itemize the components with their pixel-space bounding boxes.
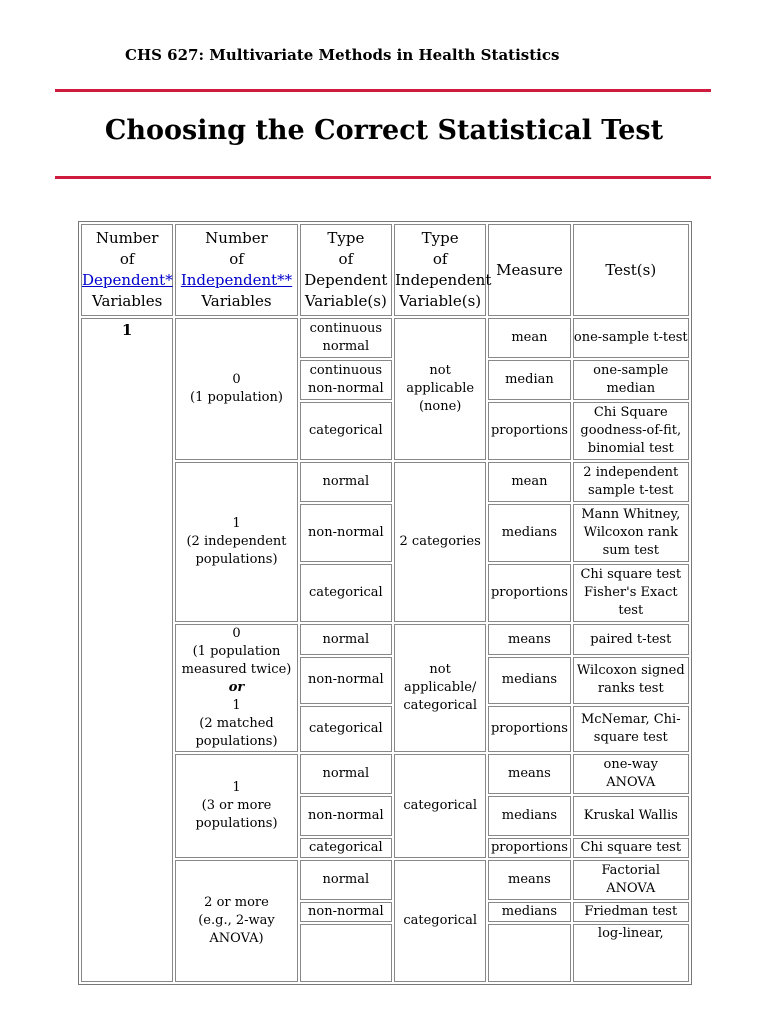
cell-line: one-sample (593, 363, 669, 378)
header-text: of (119, 250, 135, 268)
cell-line: Fisher's Exact (583, 585, 678, 600)
cell-line: (2 matched (199, 716, 274, 731)
cell-line: ranks test (597, 681, 664, 697)
measure-cell: mean (488, 318, 570, 358)
cell-line: populations) (195, 816, 278, 831)
measure-cell: means (488, 624, 570, 655)
indep-type-cell: 2 categories (394, 462, 486, 622)
cell-line: log-linear, (597, 926, 664, 941)
header-text: Independent (395, 271, 492, 289)
indep-type-cell: categorical (394, 860, 486, 982)
dep-type-cell: normal (300, 624, 392, 655)
measure-cell: medians (488, 796, 570, 836)
indep-type-cell (394, 318, 486, 460)
test-cell (573, 462, 689, 502)
cell-line: (3 or more (201, 798, 272, 813)
dep-type-cell: non-normal (300, 796, 392, 836)
test-cell (573, 402, 689, 460)
page-title: Choosing the Correct Statistical Test (104, 115, 664, 146)
header-text: Type (327, 229, 365, 247)
test-cell (573, 796, 689, 836)
cell-line: 0 (232, 372, 241, 387)
cell-line: categorical (403, 698, 477, 713)
cell-line: 0 (232, 626, 241, 641)
cell-line: continuous (309, 321, 383, 336)
cell-line: goodness-of-fit, (580, 423, 682, 438)
cell-line: median (606, 381, 656, 396)
header-text: of (229, 250, 244, 268)
header-text: Number (95, 229, 159, 247)
measure-cell: mean (488, 462, 570, 502)
dep-type-cell: normal (300, 860, 392, 900)
cell-line: sample t-test (588, 483, 674, 498)
header-tests: Test(s) (573, 224, 689, 316)
cell-line: 1 (232, 780, 241, 795)
or-separator: or (228, 680, 245, 695)
dep-type-cell (300, 318, 392, 358)
test-cell (573, 838, 689, 858)
independent-cell (175, 860, 297, 982)
indep-type-cell (394, 624, 486, 752)
measure-cell: means (488, 860, 570, 900)
measure-cell: medians (488, 902, 570, 922)
cell-line: not (429, 363, 451, 378)
test-cell (573, 902, 689, 922)
measure-cell: proportions (488, 706, 570, 753)
cell-line: ANOVA (606, 881, 656, 896)
header-type-independent (394, 224, 492, 316)
dep-type-cell: non-normal (300, 657, 392, 704)
cell-line: non-normal (308, 381, 384, 396)
measure-cell (488, 924, 570, 982)
independent-cell (175, 318, 297, 460)
divider-bottom (55, 176, 711, 179)
cell-line: measured twice) (181, 662, 292, 677)
header-num-dependent (81, 224, 173, 316)
cell-line: Factorial (601, 863, 661, 878)
cell-line: Mann Whitney, (581, 507, 681, 522)
table-row (81, 318, 689, 358)
measure-cell: median (488, 360, 570, 400)
measure-cell: medians (488, 504, 570, 562)
divider-top (55, 89, 711, 92)
cell-line: (e.g., 2-way (198, 913, 275, 928)
dependent-link[interactable]: Dependent* (82, 271, 173, 289)
header-text: Variables (201, 292, 272, 310)
cell-line: 1 (232, 516, 241, 531)
dep-type-cell: non-normal (300, 902, 392, 922)
test-cell (573, 860, 689, 900)
independent-link[interactable]: Independent** (180, 271, 293, 289)
cell-line: Wilcoxon rank (583, 525, 678, 540)
header-text: of (338, 250, 354, 268)
cell-line: one-way (603, 757, 659, 772)
cell-line: populations) (195, 552, 278, 567)
dep-type-cell: non-normal (300, 504, 392, 562)
test-cell (573, 624, 689, 655)
measure-cell: proportions (488, 564, 570, 622)
cell-line: continuous (309, 363, 383, 378)
dep-type-cell: categorical (300, 402, 392, 460)
cell-line: (1 population (192, 644, 281, 659)
test-cell (573, 504, 689, 562)
measure-cell: means (488, 754, 570, 794)
header-text: Variable(s) (399, 292, 482, 310)
header-measure: Measure (488, 224, 570, 316)
cell-line: (1 population) (190, 390, 283, 405)
dep-type-cell (300, 924, 392, 982)
independent-cell (175, 754, 297, 858)
cell-line: Kruskal Wallis (583, 808, 678, 823)
cell-line: not (429, 662, 451, 677)
indep-type-cell: categorical (394, 754, 486, 858)
cell-line: (none) (418, 399, 462, 414)
cell-line: square test (593, 729, 668, 745)
course-title: CHS 627: Multivariate Methods in Health Statistics (125, 46, 560, 64)
cell-line: Friedman test (584, 904, 678, 919)
test-cell (573, 706, 689, 753)
header-text: Variables (92, 292, 163, 310)
cell-line: ANOVA (606, 775, 656, 790)
dep-type-cell: categorical (300, 838, 392, 858)
test-cell (573, 318, 689, 358)
independent-cell (175, 624, 297, 752)
cell-line: one-sample t-test (573, 330, 688, 345)
cell-line: McNemar, Chi- (580, 711, 681, 727)
dependent-count-cell: 1 (81, 318, 173, 982)
measure-cell: medians (488, 657, 570, 704)
header-num-independent (175, 224, 297, 316)
dep-type-cell (300, 360, 392, 400)
cell-line: (2 independent (186, 534, 287, 549)
cell-line: binomial test (587, 441, 674, 456)
cell-line: 1 (232, 698, 241, 713)
test-cell (573, 564, 689, 622)
header-text: Number (205, 229, 268, 247)
header-text: Dependent (304, 271, 388, 289)
test-cell (573, 924, 689, 982)
cell-line: Chi square test (580, 567, 682, 582)
measure-cell: proportions (488, 402, 570, 460)
cell-line: applicable/ (404, 680, 477, 695)
cell-line: applicable (406, 381, 475, 396)
header-type-dependent (300, 224, 392, 316)
cell-line: ANOVA) (209, 931, 264, 946)
cell-line: 2 independent (583, 465, 679, 480)
measure-cell: proportions (488, 838, 570, 858)
cell-line: Wilcoxon signed (576, 663, 685, 679)
test-cell (573, 754, 689, 794)
dep-type-cell: categorical (300, 706, 392, 753)
cell-line: 2 or more (204, 895, 269, 910)
cell-line: paired t-test (590, 631, 672, 647)
test-cell (573, 657, 689, 704)
cell-line: sum test (602, 543, 659, 558)
statistical-test-table (78, 221, 692, 985)
header-row (81, 224, 689, 316)
header-text: Type (421, 229, 459, 247)
cell-line: test (618, 603, 644, 618)
test-cell (573, 360, 689, 400)
cell-line: Chi Square (593, 405, 668, 420)
cell-line: normal (322, 339, 370, 354)
cell-line: Chi square test (580, 840, 682, 855)
header-text: Variable(s) (304, 292, 387, 310)
cell-line: populations) (195, 734, 278, 749)
dep-type-cell: normal (300, 462, 392, 502)
header-text: of (432, 250, 448, 268)
dep-type-cell: normal (300, 754, 392, 794)
independent-cell (175, 462, 297, 622)
dep-type-cell: categorical (300, 564, 392, 622)
